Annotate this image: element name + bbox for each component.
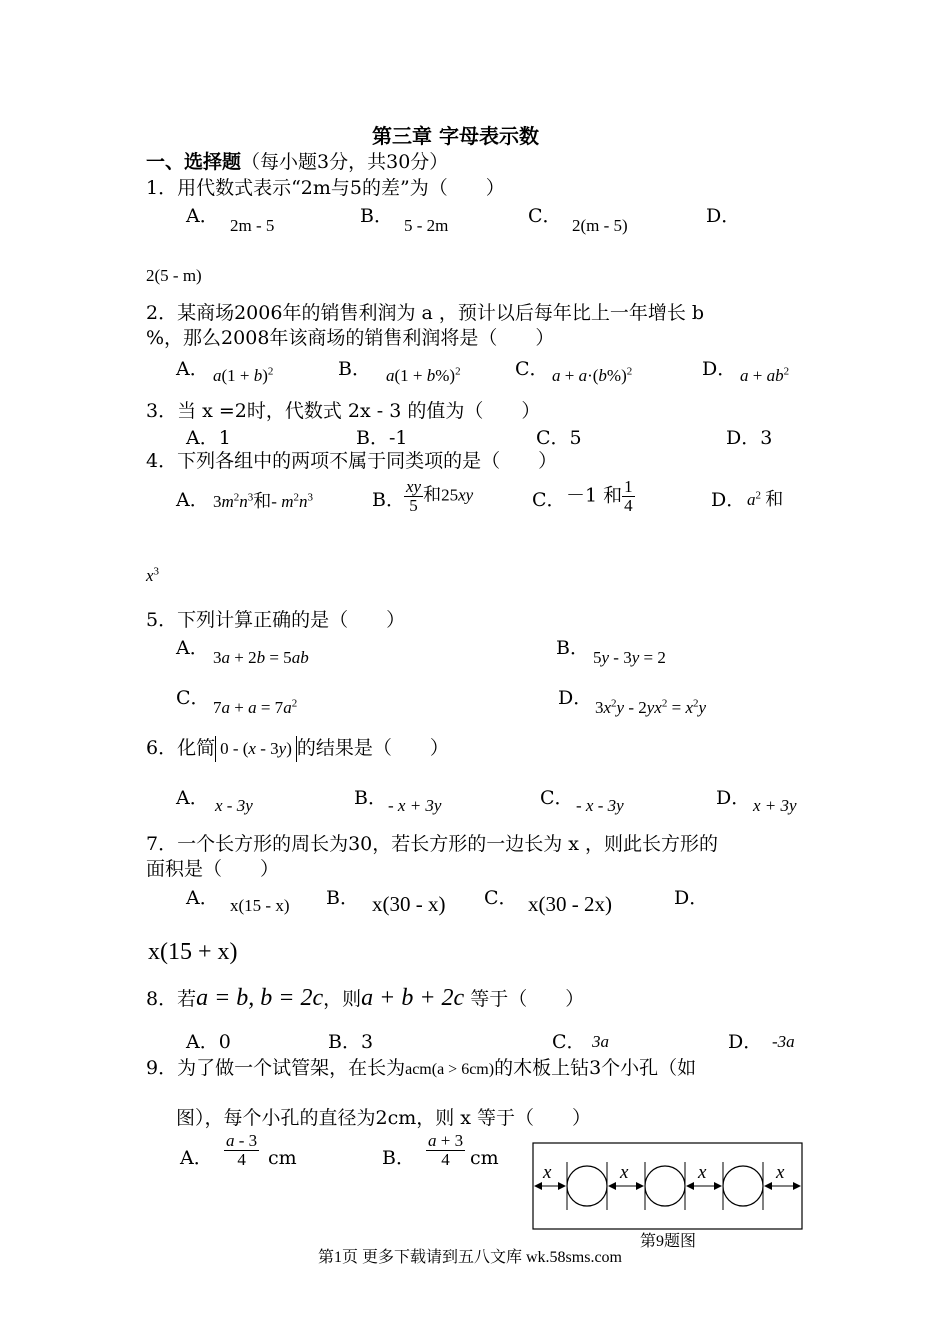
- q8-option-d: -3a: [772, 1032, 795, 1051]
- q1-option-c: 2(m - 5): [572, 216, 628, 235]
- q1-option-d: 2(5 - m): [146, 266, 202, 285]
- q1-stem: 1．用代数式表示“2m与5的差”为（ ）: [146, 177, 505, 199]
- q9-option-a-unit: cm: [268, 1147, 297, 1169]
- q4-option-a-label: A．: [176, 489, 209, 511]
- q2-option-d-label: D．: [702, 358, 737, 380]
- q6-option-b: - x + 3y: [388, 796, 442, 815]
- q4-option-b-and: 和: [423, 484, 442, 506]
- q4-option-c-text: －1 和: [566, 484, 623, 507]
- q1-option-c-label: C．: [528, 205, 562, 227]
- q8-stem-post: 等于（ ）: [470, 988, 585, 1010]
- q1-option-a: 2m - 5: [230, 216, 275, 235]
- q5-stem: 5．下列计算正确的是（ ）: [146, 609, 406, 631]
- q7-stem-line2: 面积是（ ）: [146, 858, 280, 880]
- q5-option-d-label: D．: [558, 687, 593, 709]
- q4-option-b-label: B．: [372, 489, 405, 511]
- q1-option-a-label: A．: [186, 205, 219, 227]
- q2-option-d: $a + ab^2$: [740, 365, 790, 385]
- q2-option-b: $a(1 + b\%)^2$: [386, 365, 461, 385]
- q7-option-c-label: C．: [484, 887, 518, 909]
- q7-option-d-label: D．: [674, 887, 709, 909]
- q9-stem-line1: [146, 1056, 696, 1082]
- q5-option-a-label: A．: [176, 637, 209, 659]
- q4-option-c-label: C．: [532, 489, 566, 511]
- q2-stem-line2: %，那么2008年该商场的销售利润将是（ ）: [146, 327, 555, 349]
- q7-option-b-label: B．: [326, 887, 359, 909]
- q9-option-b: $\frac{a + 3}{4}$: [428, 1131, 464, 1169]
- q9-figure: [530, 1140, 805, 1232]
- q6-option-a-label: A．: [176, 787, 209, 809]
- q2-option-b-label: B．: [338, 358, 371, 380]
- q2-option-c: $a + a\cdot(b\%)^2$: [552, 365, 633, 385]
- q8-expression: a + b + 2c: [361, 985, 465, 1011]
- q6-option-b-label: B．: [354, 787, 387, 809]
- q7-option-c: x(30 - 2x): [528, 892, 612, 916]
- q9-option-b-label: B．: [382, 1147, 415, 1169]
- board-rect: [533, 1143, 802, 1229]
- q6-stem-pre: 6．化简: [146, 737, 216, 759]
- gap-label-3: x: [698, 1162, 707, 1183]
- hole-2: [645, 1166, 685, 1206]
- q7-option-d: x(15 + x): [148, 939, 238, 965]
- q5-option-c-label: C．: [176, 687, 210, 709]
- q2-option-a-label: A．: [176, 358, 209, 380]
- q9-stem-expression: acm(a > 6cm): [405, 1061, 495, 1078]
- q9-stem-post: 的木板上钻3个小孔（如: [494, 1057, 697, 1079]
- q8-stem-pre: 8．若: [146, 988, 197, 1010]
- q7-option-a-label: A．: [186, 887, 219, 909]
- q4-option-d-and: 和: [765, 489, 784, 510]
- q8-option-b: B．3: [328, 1031, 374, 1053]
- gap-label-1: x: [543, 1162, 552, 1183]
- q6-option-d-label: D．: [716, 787, 751, 809]
- q6-stem-post: 的结果是（ ）: [296, 737, 449, 759]
- q8-option-c-label: C．: [552, 1031, 586, 1053]
- q4-option-c: －1 和 $\frac{1}{4}$: [566, 477, 633, 515]
- page-footer: 第1页 更多下载请到五八文库 wk.58sms.com: [318, 1249, 623, 1266]
- q4-stem: 4．下列各组中的两项不属于同类项的是（ ）: [146, 450, 558, 472]
- gap-label-2: x: [620, 1162, 629, 1183]
- q8-option-d-label: D．: [728, 1031, 763, 1053]
- q1-option-b: 5 - 2m: [404, 216, 449, 235]
- q6-option-c: - x - 3y: [576, 796, 624, 815]
- q5-option-a: 3a + 2b = 5ab: [213, 648, 309, 667]
- q6-stem: [146, 736, 449, 762]
- q3-option-d: D．3: [726, 427, 773, 449]
- q9-option-b-unit: cm: [470, 1147, 499, 1169]
- q4-option-a-and: 和: [253, 491, 272, 512]
- q3-option-a: A．1: [186, 427, 231, 449]
- q6-option-a: x - 3y: [215, 796, 253, 815]
- hole-3: [723, 1166, 763, 1206]
- q5-option-d: $3x^2y - 2yx^2 = x^2y$: [595, 697, 707, 717]
- gap-label-4: x: [776, 1162, 785, 1183]
- q3-stem: 3．当 x =2时，代数式 2x - 3 的值为（ ）: [146, 400, 541, 422]
- q6-option-d: x + 3y: [753, 796, 797, 815]
- q5-option-b: 5y - 3y = 2: [593, 648, 666, 667]
- hole-1: [567, 1166, 607, 1206]
- q9-stem-pre: 9．为了做一个试管架，在长为: [146, 1057, 406, 1079]
- q3-option-c: C．5: [536, 427, 582, 449]
- q2-stem-line1: 2．某商场2006年的销售利润为 a ，预计以后每年比上一年增长 b: [146, 302, 705, 324]
- q7-option-a: x(15 - x): [230, 896, 290, 915]
- q3-option-b: B．-1: [356, 427, 408, 449]
- section-heading-note: （每小题3分，共30分）: [241, 151, 449, 173]
- q9-option-a-label: A．: [180, 1147, 213, 1169]
- q8-condition: a = b, b = 2c: [196, 985, 324, 1011]
- q4-option-d-cont: $x^3$: [146, 565, 160, 585]
- q9-stem-line2: 图），每个小孔的直径为2cm，则 x 等于（ ）: [176, 1107, 592, 1129]
- q7-option-b: x(30 - x): [372, 892, 446, 916]
- q8-stem: [146, 986, 584, 1011]
- section-heading-text: 一、选择题: [146, 151, 242, 173]
- q9-figure-caption: 第9题图: [640, 1233, 697, 1250]
- section-heading: [146, 150, 448, 174]
- q4-option-d-label: D．: [711, 489, 746, 511]
- q4-option-a: $3m^2n^3$和- $m^2n^3$: [213, 491, 313, 512]
- q6-expression: 0 - (x - 3y): [215, 736, 297, 762]
- q9-option-a: $\frac{a - 3}{4}$: [226, 1131, 258, 1169]
- q8-stem-mid: ，则: [323, 988, 362, 1010]
- q4-option-b: $\frac{xy}{5}$ 和25xy: [406, 477, 474, 515]
- q5-option-c: $7a + a = 7a^2$: [213, 697, 298, 717]
- q6-option-c-label: C．: [540, 787, 574, 809]
- q1-option-d-label: D．: [706, 205, 741, 227]
- q2-option-a: $a(1 + b)^2$: [213, 365, 274, 385]
- q4-option-d: $a^2$ 和: [747, 489, 784, 510]
- q8-option-c: 3a: [592, 1032, 609, 1051]
- q2-option-c-label: C．: [515, 358, 549, 380]
- q8-option-a: A．0: [186, 1031, 231, 1053]
- q7-stem-line1: 7．一个长方形的周长为30，若长方形的一边长为 x ，则此长方形的: [146, 833, 719, 855]
- q5-option-b-label: B．: [556, 637, 589, 659]
- page-title: 第三章 字母表示数: [372, 124, 539, 148]
- q1-option-b-label: B．: [360, 205, 393, 227]
